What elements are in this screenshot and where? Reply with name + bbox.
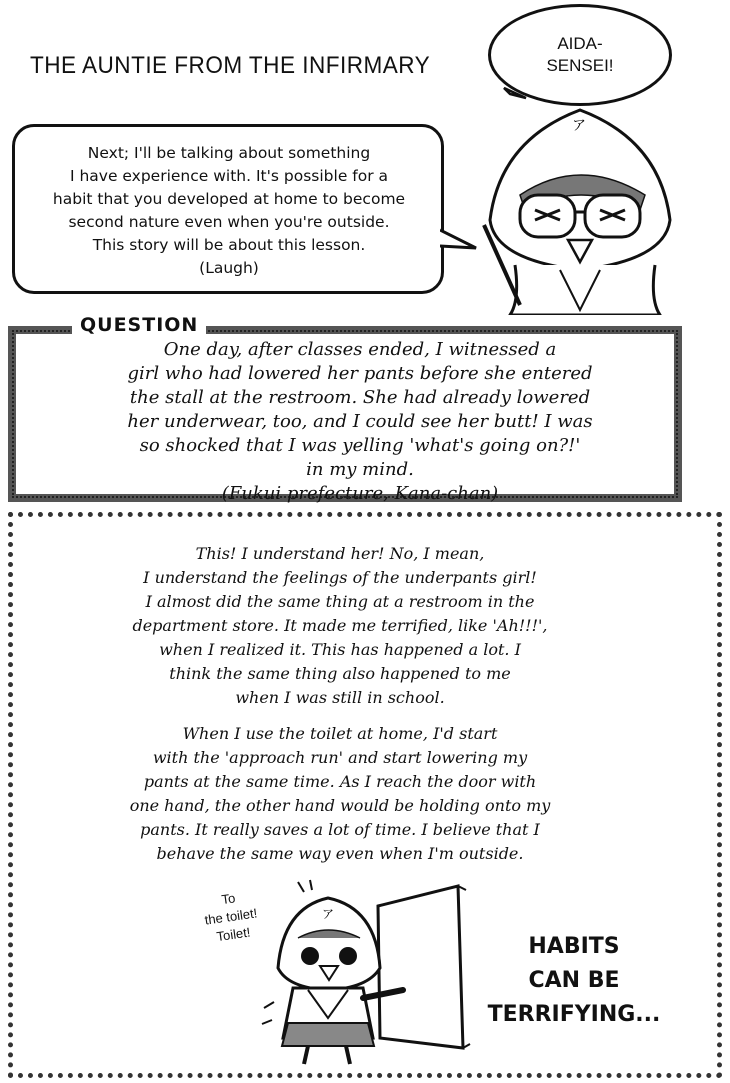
question-line: her underwear, too, and I could see her butt! I was [127, 411, 593, 432]
answer-line: behave the same way even when I'm outside. [156, 844, 524, 863]
answer-line: department store. It made me terrified, like 'Ah!!!', [132, 616, 548, 635]
girl-door-illustration [258, 878, 478, 1068]
question-line: in my mind. [306, 459, 414, 480]
toilet-caption-line: the toilet! [203, 905, 259, 928]
intro-line: This story will be about this lesson. [92, 236, 366, 254]
page-title: THE AUNTIE FROM THE INFIRMARY [30, 52, 431, 79]
answer-line: with the 'approach run' and start lowering my [152, 748, 528, 767]
toilet-caption-line: Toilet! [215, 924, 252, 945]
nurse-character-illustration [460, 100, 710, 315]
question-line: so shocked that I was yelling 'what's going on?!' [139, 435, 581, 456]
habits-caption [484, 930, 664, 1032]
answer-line: when I was still in school. [235, 688, 445, 707]
answer-line: one hand, the other hand would be holding onto my [129, 796, 551, 815]
answer-line: When I use the toilet at home, I'd start [182, 724, 498, 743]
question-line: the stall at the restroom. She had already lowered [129, 387, 591, 408]
speech-bubble-line: SENSEI! [546, 56, 614, 75]
habits-caption-line: TERRIFYING... [487, 1002, 661, 1027]
question-line: girl who had lowered her pants before she entered [127, 363, 593, 384]
answer-line: This! I understand her! No, I mean, [195, 544, 485, 563]
answer-paragraph-1 [60, 542, 620, 710]
answer-paragraph-2 [60, 722, 620, 866]
intro-line: second nature even when you're outside. [68, 213, 390, 231]
intro-line: Next; I'll be talking about something [87, 144, 371, 162]
habits-caption-line: CAN BE [528, 968, 620, 993]
question-line: One day, after classes ended, I witnessed a [163, 339, 557, 360]
question-label: QUESTION [72, 314, 206, 336]
answer-line: I almost did the same thing at a restroom in the [145, 592, 535, 611]
intro-line: I have experience with. It's possible for a [69, 167, 389, 185]
speech-bubble-line: AIDA- [557, 34, 603, 53]
svg-text:ア: ア [572, 118, 586, 134]
answer-line: pants at the same time. As I reach the door with [143, 772, 537, 791]
question-text [40, 338, 680, 506]
answer-line: pants. It really saves a lot of time. I believe that I [140, 820, 540, 839]
intro-text [24, 142, 434, 280]
intro-line: (Laugh) [199, 259, 259, 277]
toilet-caption-line: To [220, 890, 237, 908]
question-signature: (Fukui prefecture, Kana-chan) [221, 483, 499, 504]
answer-line: I understand the feelings of the underpants girl! [143, 568, 537, 587]
answer-line: when I realized it. This has happened a lot. I [159, 640, 521, 659]
habits-caption-line: HABITS [528, 934, 620, 959]
answer-line: think the same thing also happened to me [169, 664, 511, 683]
intro-line: habit that you developed at home to become [52, 190, 406, 208]
svg-text:ア: ア [322, 907, 335, 921]
